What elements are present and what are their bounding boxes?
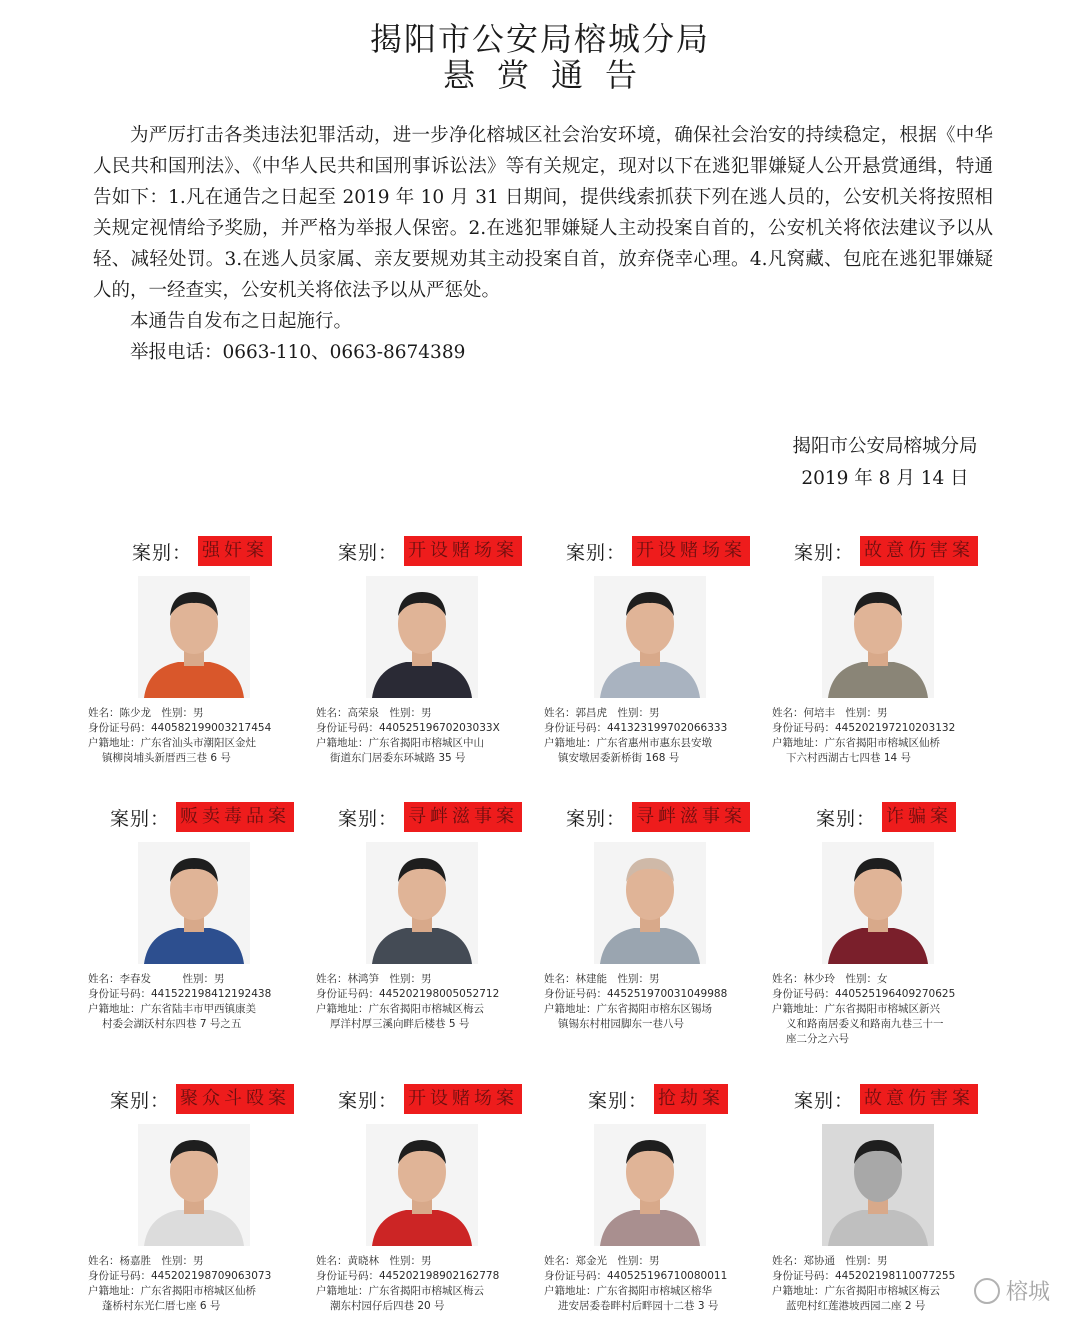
suspect-address: 户籍地址：广东省汕头市潮阳区金灶	[88, 737, 256, 749]
suspect-address-cont: 蓬桥村东光仁厝七座 6 号	[102, 1300, 221, 1312]
suspect-name-gender: 姓名：黄晓林 性别：男	[316, 1255, 432, 1267]
suspect-photo	[366, 1124, 478, 1246]
suspect-photo	[366, 576, 478, 698]
suspect-address-cont: 镇柳岗埔头新厝西三巷 6 号	[102, 752, 231, 764]
suspect-card	[544, 536, 772, 796]
case-label: 案别：	[793, 1089, 854, 1112]
case-row	[316, 1084, 544, 1114]
suspect-address: 户籍地址：广东省揭阳市榕东区锡场	[544, 1003, 712, 1015]
watermark-text: 榕城	[1005, 1280, 1050, 1305]
case-row	[544, 802, 772, 832]
suspect-id-number: 身份证号码：440582199003217454	[88, 722, 272, 734]
suspect-name-gender: 姓名：林建能 性别：男	[544, 973, 660, 985]
suspect-photo	[138, 842, 250, 964]
suspect-card	[772, 802, 1000, 1062]
suspect-info	[544, 972, 772, 1032]
suspect-id-number: 身份证号码：440525196710080011	[544, 1270, 728, 1282]
suspect-address-cont: 镇安墩居委新桥街 168 号	[558, 752, 680, 764]
suspect-address-cont: 蓝兜村红莲港坡西园二座 2 号	[786, 1300, 926, 1312]
notice-subtitle: 悬赏通告	[442, 56, 659, 94]
case-label: 案别：	[565, 541, 626, 564]
suspect-address: 户籍地址：广东省惠州市惠东县安墩	[544, 737, 712, 749]
suspect-address-cont: 义和路南居委义和路南九巷三十一	[786, 1018, 944, 1030]
case-type-badge: 故意伤害案	[860, 536, 978, 566]
suspect-name-gender: 姓名：高荣泉 性别：男	[316, 707, 432, 719]
case-row	[316, 536, 544, 566]
signature-org: 揭阳市公安局榕城分局	[792, 436, 978, 457]
suspect-id-number: 身份证号码：445202198005052712	[316, 988, 500, 1000]
suspect-card	[316, 1084, 544, 1344]
case-row	[88, 802, 316, 832]
case-type-badge: 开设赌场案	[404, 536, 522, 566]
suspect-address: 户籍地址：广东省揭阳市榕城区新兴	[772, 1003, 940, 1015]
notice-org-title: 揭阳市公安局榕城分局	[369, 20, 710, 58]
case-type-badge: 寻衅滋事案	[404, 802, 522, 832]
notice-paragraph-effective: 本通告自发布之日起施行。	[130, 311, 353, 332]
suspect-info	[88, 706, 316, 766]
suspect-address: 户籍地址：广东省揭阳市榕城区梅云	[316, 1285, 484, 1297]
suspect-id-number: 身份证号码：445202198902162778	[316, 1270, 500, 1282]
case-label: 案别：	[815, 807, 876, 830]
case-row	[772, 802, 1000, 832]
suspect-address: 户籍地址：广东省揭阳市榕城区榕华	[544, 1285, 712, 1297]
suspect-address-cont: 进安居委卷畔村后畔园十二巷 3 号	[558, 1300, 719, 1312]
case-type-badge: 寻衅滋事案	[632, 802, 750, 832]
suspect-id-number: 身份证号码：445202198110077255	[772, 1270, 956, 1282]
suspect-card	[544, 1084, 772, 1344]
suspect-name-gender: 姓名：林鸿笋 性别：男	[316, 973, 432, 985]
suspect-info	[88, 972, 316, 1032]
suspect-info	[316, 706, 544, 766]
wechat-icon	[974, 1278, 1000, 1304]
suspect-name-gender: 姓名：郑协通 性别：男	[772, 1255, 888, 1267]
suspect-photo	[594, 576, 706, 698]
signature-date: 2019 年 8 月 14 日	[801, 468, 969, 489]
suspect-photo	[822, 576, 934, 698]
case-label: 案别：	[565, 807, 626, 830]
suspect-photo	[822, 842, 934, 964]
suspect-address: 户籍地址：广东省揭阳市榕城区梅云	[316, 1003, 484, 1015]
suspect-address-cont: 村委会湖沃村东四巷 7 号之五	[102, 1018, 242, 1030]
case-type-badge: 抢劫案	[654, 1084, 728, 1114]
case-label: 案别：	[337, 1089, 398, 1112]
suspect-card	[88, 802, 316, 1062]
case-label: 案别：	[337, 807, 398, 830]
suspect-address-cont: 镇锡东村柑园脚东一巷八号	[558, 1018, 684, 1030]
suspect-photo	[594, 842, 706, 964]
suspect-id-number: 身份证号码：445251970031049988	[544, 988, 728, 1000]
case-row	[544, 1084, 772, 1114]
suspect-name-gender: 姓名：陈少龙 性别：男	[88, 707, 204, 719]
case-row	[772, 536, 1000, 566]
case-label: 案别：	[109, 1089, 170, 1112]
suspect-name-gender: 姓名：林少玲 性别：女	[772, 973, 888, 985]
suspect-name-gender: 姓名：郑金光 性别：男	[544, 1255, 660, 1267]
notice-paragraph-main: 为严厉打击各类违法犯罪活动，进一步净化榕城区社会治安环境，确保社会治安的持续稳定，根据《中华人民共和国刑法》、《中华人民共和国刑事诉讼法》等有关规定，现对以下在逃犯罪嫌疑人公开悬赏通缉，特通告如下：1.凡在通告之日起至 2019 年 10 月 31 日期间，提供线索抓获下列在逃人员的，公安机关将按照相关规定视情给予奖励，并严格为举报人保密。2.在逃犯罪嫌疑人主动投案自首的，公安机关将依法建议予以从轻、减轻处罚。3.在逃人员家属、亲友要规劝其主动投案自首，放弃侥幸心理。4.凡窝藏、包庇在逃犯罪嫌疑人的，一经查实，公安机关将依法予以从严惩处。	[93, 125, 993, 301]
suspect-address: 户籍地址：广东省陆丰市甲西镇康美	[88, 1003, 256, 1015]
suspect-info	[544, 706, 772, 766]
suspect-id-number: 身份证号码：441323199702066333	[544, 722, 728, 734]
suspect-card	[316, 802, 544, 1062]
case-label: 案别：	[337, 541, 398, 564]
case-row	[544, 536, 772, 566]
suspect-photo	[594, 1124, 706, 1246]
account-watermark	[974, 1275, 1050, 1306]
case-row	[88, 536, 316, 566]
suspect-info	[316, 1254, 544, 1314]
case-type-badge: 故意伤害案	[860, 1084, 978, 1114]
case-label: 案别：	[109, 807, 170, 830]
case-label: 案别：	[131, 541, 192, 564]
case-type-badge: 诈骗案	[882, 802, 956, 832]
case-label: 案别：	[587, 1089, 648, 1112]
case-type-badge: 贩卖毒品案	[176, 802, 294, 832]
case-row	[316, 802, 544, 832]
suspect-photo	[138, 1124, 250, 1246]
suspect-address-cont: 厚洋村厚三溪向畔后楼巷 5 号	[330, 1018, 470, 1030]
suspect-photo	[366, 842, 478, 964]
case-type-badge: 开设赌场案	[404, 1084, 522, 1114]
suspect-card	[772, 536, 1000, 796]
notice-paragraph-hotline: 举报电话：0663-110、0663-8674389	[130, 342, 466, 363]
suspect-address-cont: 街道东门居委东环城路 35 号	[330, 752, 466, 764]
suspect-address: 户籍地址：广东省揭阳市榕城区仙桥	[772, 737, 940, 749]
suspect-address-cont: 下六村西湖古七四巷 14 号	[786, 752, 912, 764]
suspect-id-number: 身份证号码：445202198709063073	[88, 1270, 272, 1282]
suspect-name-gender: 姓名：郭昌虎 性别：男	[544, 707, 660, 719]
case-type-badge: 开设赌场案	[632, 536, 750, 566]
suspect-info	[316, 972, 544, 1032]
suspect-info	[88, 1254, 316, 1314]
suspect-address: 户籍地址：广东省揭阳市榕城区仙桥	[88, 1285, 256, 1297]
suspect-name-gender: 姓名：杨嘉胜 性别：男	[88, 1255, 204, 1267]
suspect-id-number: 身份证号码：441522198412192438	[88, 988, 272, 1000]
suspect-card	[772, 1084, 1000, 1344]
case-row	[88, 1084, 316, 1114]
suspect-photo	[822, 1124, 934, 1246]
suspect-info	[772, 972, 1000, 1047]
suspect-name-gender: 姓名：李春发 性别：男	[88, 973, 225, 985]
suspect-address: 户籍地址：广东省揭阳市榕城区梅云	[772, 1285, 940, 1297]
case-type-badge: 聚众斗殴案	[176, 1084, 294, 1114]
case-type-badge: 强奸案	[198, 536, 272, 566]
suspect-id-number: 身份证号码：440525196409270625	[772, 988, 956, 1000]
case-row	[772, 1084, 1000, 1114]
suspect-card	[88, 536, 316, 796]
suspect-address: 户籍地址：广东省揭阳市榕城区中山	[316, 737, 484, 749]
suspect-address-cont: 潮东村园仔后四巷 20 号	[330, 1300, 445, 1312]
case-label: 案别：	[793, 541, 854, 564]
suspect-card	[544, 802, 772, 1062]
suspect-id-number: 身份证号码：44052519670203033X	[316, 722, 500, 734]
suspect-name-gender: 姓名：何培丰 性别：男	[772, 707, 888, 719]
suspect-card	[316, 536, 544, 796]
suspect-info	[772, 1254, 1000, 1314]
suspect-address-cont: 座二分之六号	[786, 1033, 849, 1045]
suspect-id-number: 身份证号码：445202197210203132	[772, 722, 956, 734]
suspect-info	[544, 1254, 772, 1314]
suspect-photo	[138, 576, 250, 698]
suspect-card	[88, 1084, 316, 1344]
suspect-info	[772, 706, 1000, 766]
notice-body	[93, 120, 993, 368]
